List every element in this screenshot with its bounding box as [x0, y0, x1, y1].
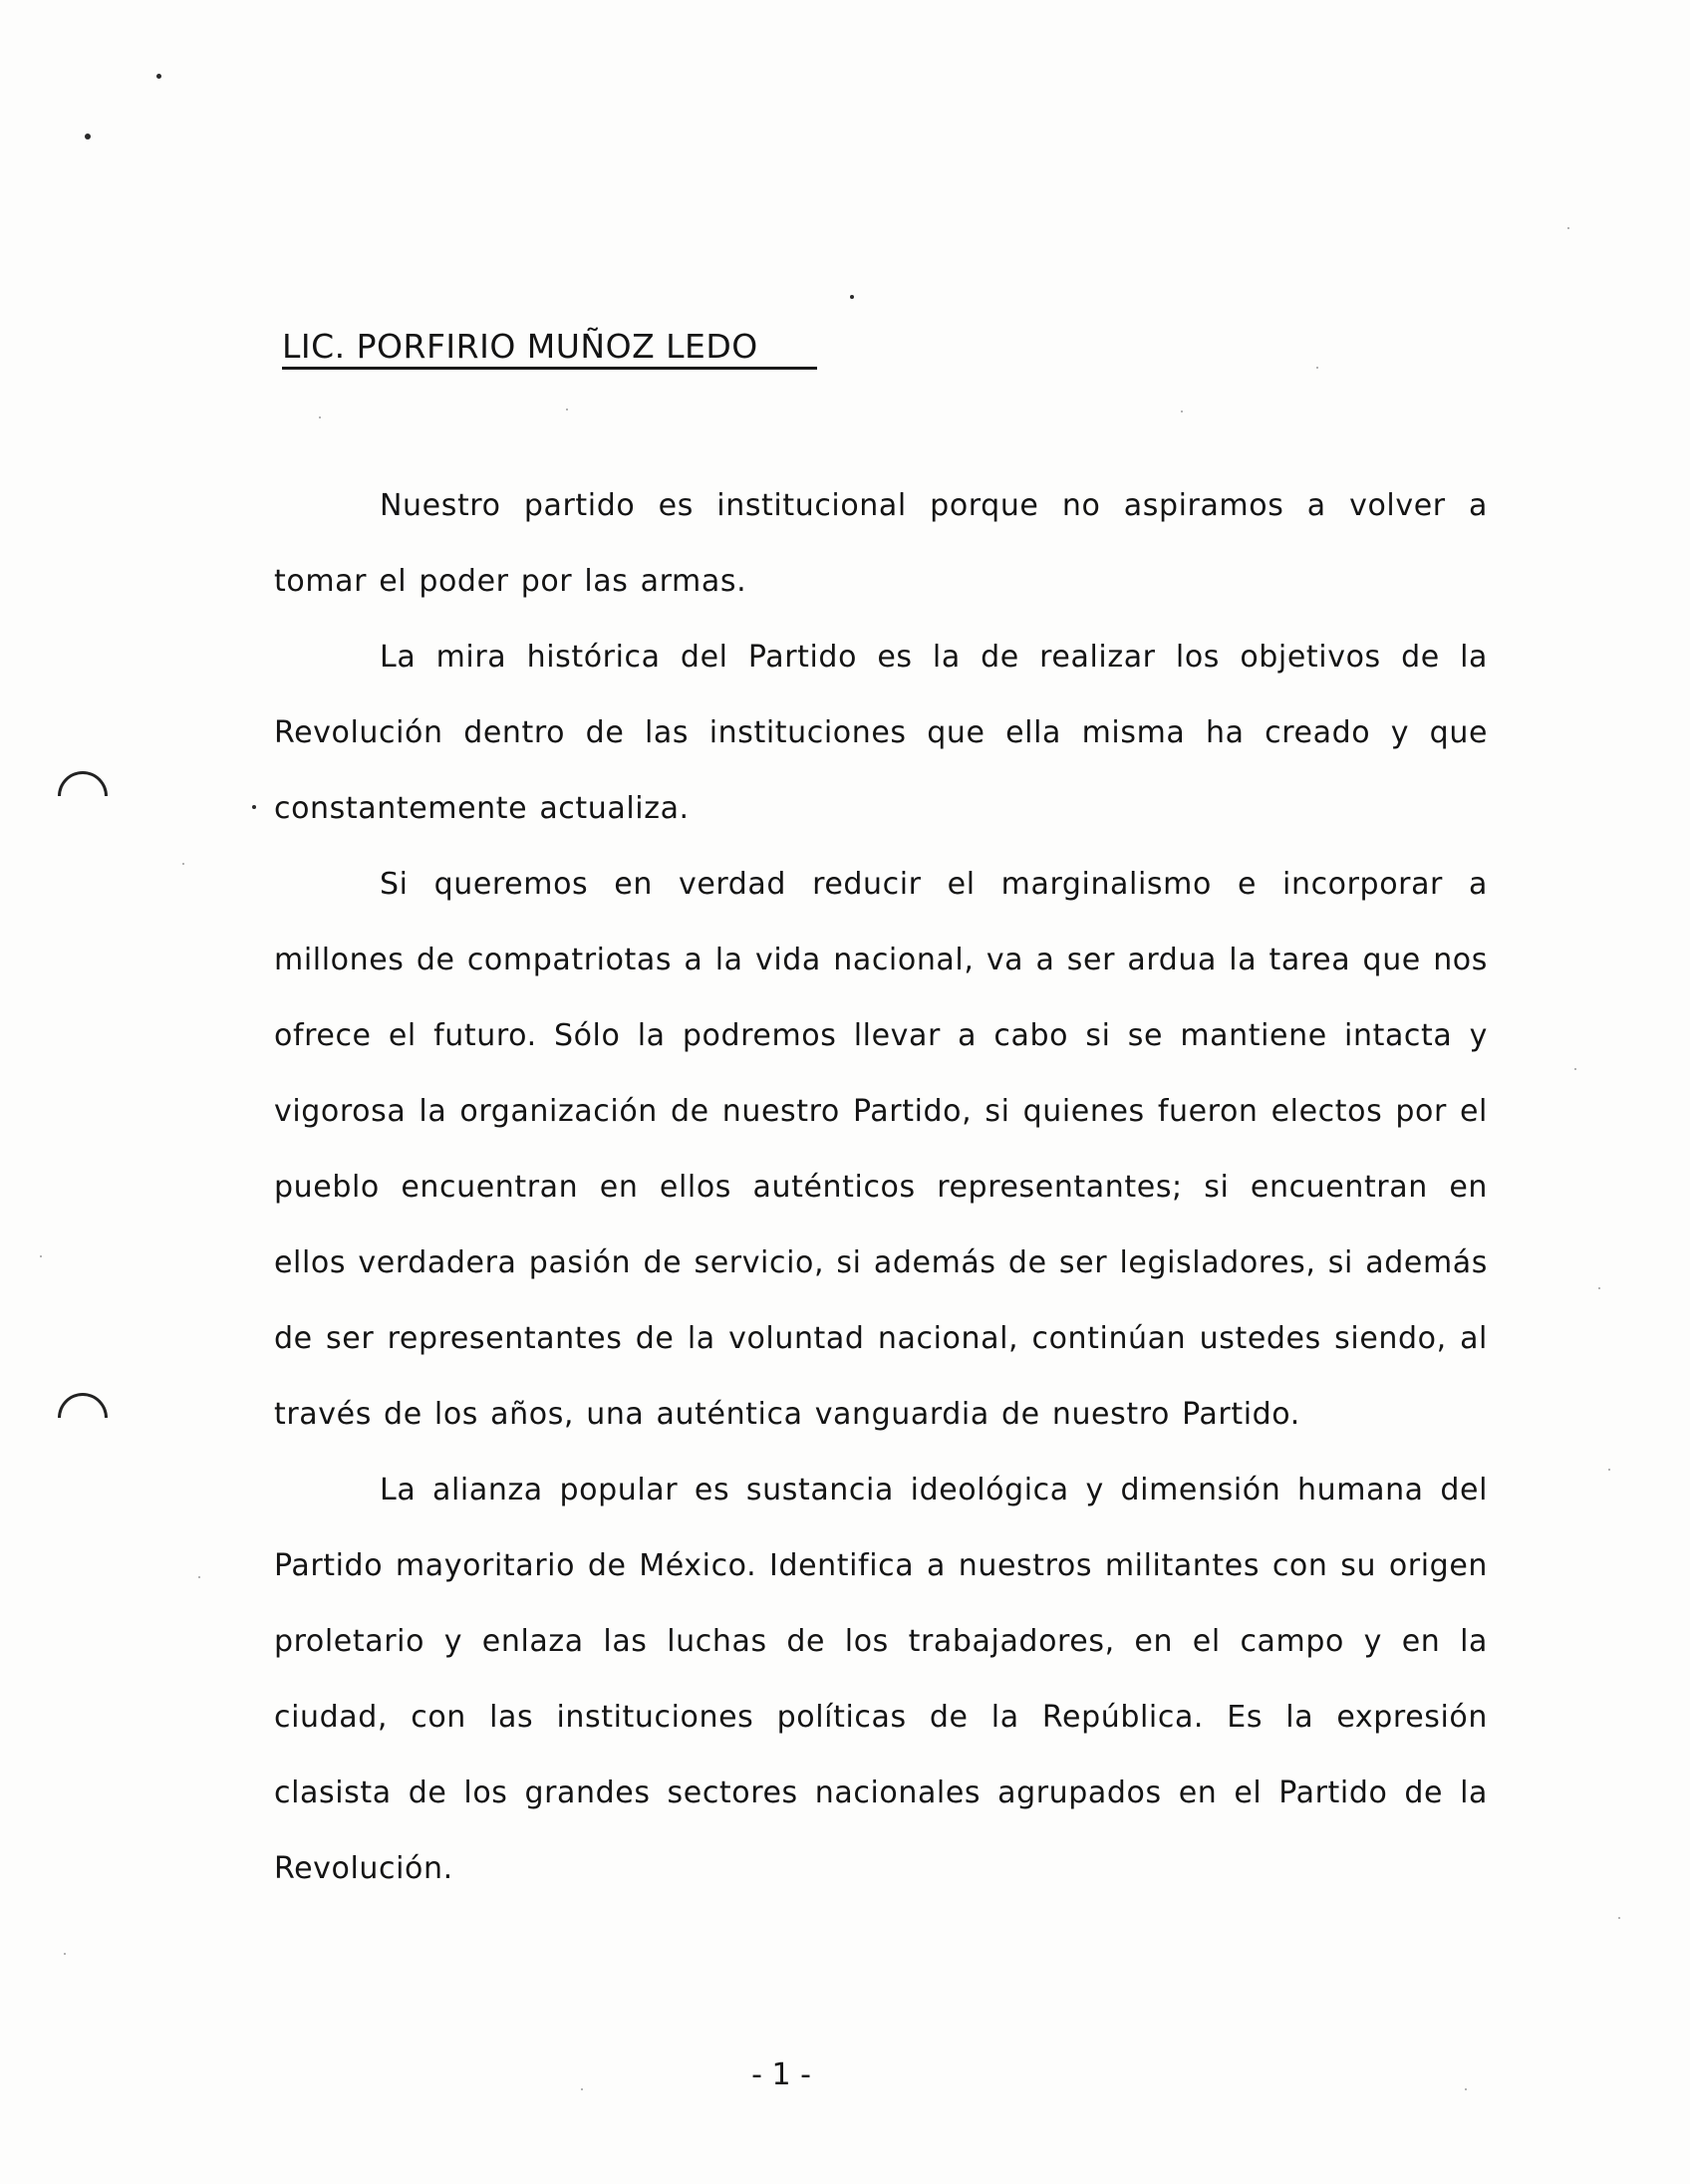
scan-speck: [40, 1255, 42, 1257]
scan-dot: [156, 74, 161, 79]
scan-dot: [252, 805, 256, 809]
paragraph: La mira histórica del Partido es la de realizar los objetivos de la Revolución dentro de las instituciones que ella misma ha creado y que constantemente actualiza.: [274, 640, 1488, 826]
scan-speck: [198, 1576, 200, 1578]
punch-hole-mark: [58, 1393, 108, 1418]
page-number: - 1 -: [751, 2057, 811, 2092]
punch-hole-mark: [58, 771, 108, 796]
document-heading: LIC. PORFIRIO MUÑOZ LEDO: [282, 327, 758, 366]
scan-speck: [1567, 227, 1569, 229]
document-body: [274, 468, 1488, 1907]
scan-speck: [319, 416, 321, 418]
scan-speck: [1316, 367, 1318, 369]
paragraph: Nuestro partido es institucional porque no aspiramos a volver a tomar el poder por las armas.: [274, 488, 1488, 599]
heading-underline: [282, 367, 817, 370]
scan-speck: [1181, 410, 1183, 412]
scan-speck: [566, 409, 568, 410]
scan-speck: [182, 863, 184, 865]
scan-speck: [64, 1953, 66, 1955]
scan-speck: [1574, 1068, 1576, 1070]
scan-speck: [1618, 1917, 1620, 1919]
scan-speck: [1608, 1469, 1610, 1471]
paragraph: La alianza popular es sustancia ideológica y dimensión humana del Partido mayoritario de México. Identifica a nuestros militantes con su origen proletario y enlaza las luchas de los trabajadores, en el campo y en la ciudad, con las instituciones políticas de la República. Es la expresión clasista de los grandes sectores nacionales agrupados en el Partido de la Revolución.: [274, 1473, 1488, 1886]
paragraph: Si queremos en verdad reducir el marginalismo e incorporar a millones de compatriotas a la vida nacional, va a ser ardua la tarea que nos ofrece el futuro. Sólo la podremos llevar a cabo si se mantiene intacta y vigorosa la organización de nuestro Partido, si quienes fueron electos por el pueblo encuentran en ellos auténticos representantes; si encuentran en ellos verdadera pasión de servicio, si además de ser legisladores, si además de ser representantes de la voluntad nacional, continúan ustedes siendo, al través de los años, una auténtica vanguardia de nuestro Partido.: [274, 867, 1488, 1432]
scan-speck: [1598, 1287, 1600, 1289]
scan-dot: [850, 295, 854, 299]
scan-dot: [85, 134, 91, 139]
